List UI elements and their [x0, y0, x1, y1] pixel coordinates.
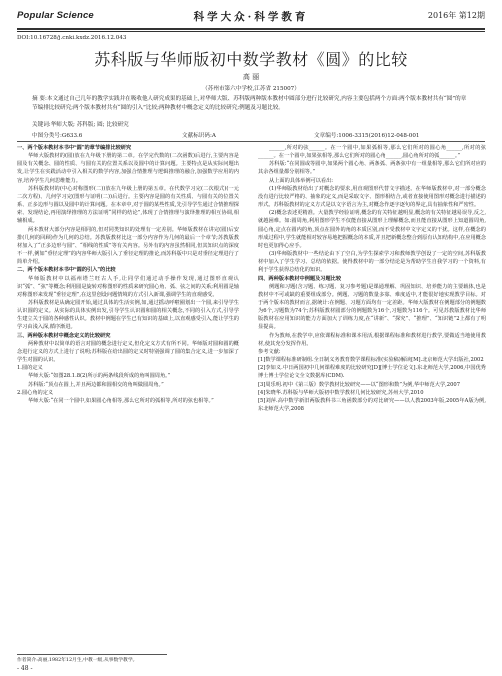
paragraph: 例题和习题(含习题、练习题、复习参考题)是课通理解、巩固知识、培养能力的主要载体,也是教材中不可或缺的重要组成部分。例题、习题的数量多寡、难度适中,才能很好地实现教学目标。对于两个版本的教材而言,据统计:在例题、习题方面均有一定差距。华师大版教材在例题部分的例题数为6个,习题数为74个;苏科版教材圆部分的例题数为16个,习题数为116个。可见苏教版教材比华师版教材在应用知识的能力方面加大了训练力度,在“讲新”、“探究”、“推理”、“知识链”2上都有了明显提高。 [258, 283, 486, 331]
paragraph: 华师大版:“在同一个圆中,如果圆心角相等,那么它所对的弧相等,所对的弦也相等。” [28, 397, 214, 404]
paragraph: 两本教材大部分内容是相同的,但对同类知识的处理有一定差别。华师版教材在讲完(圆)后安排(几何的回顾)作为几何的总结。苏教版教材比这一部分内容作为几何的最后一个章节;苏教版教材加入了“正多边形与圆”、“相线的性质”等有关内容。另外有的内容虽然相同,但其知识点的深度不一样,例如“垂径定理”的内容华师大版引入了垂径定理的推论,而苏科版中只是对垂径定理进行了简单介绍。 [17, 226, 239, 266]
paragraph: 华师版教材中以福州塔兰旺古人手,让同学们通过动手操作发现,通过图形直观认识“弧”、“弦”等概念;利用圆是旋转对称图形的性质来研究圆心角、弧、弦之间的关系;利用圆是轴对称图形来发现“垂径定理”,在这里创设问题情境的方式引入新课,强调学生的直观感受。 [17, 275, 239, 298]
author-footnote: 作者简介:高丽,1982年12月生,中教一级,从事数学教学。 [17, 654, 167, 663]
paragraph: 两种教材中以简单的语言对圆的概念进行定义,但化定义方式有所不同。华师版对圆和圆的概念进行定义的方式上进行了说明;苏科版在给出圆的定义时特别强调了圆的集合定义,进一步加深了学生对圆的认识。 [17, 340, 239, 364]
paragraph: 从上面的具体举例可以看出: [269, 177, 333, 184]
issue-label: 2016年 第12期 [427, 11, 485, 20]
running-header [17, 10, 485, 26]
paragraph: 华师大版:“如图28.1.8(2)所示的两条线段所成的角叫圆周角。” [28, 373, 171, 380]
document-code: 文献标识码:A [182, 133, 216, 139]
paragraph: (2)概念表述更精准。大量教学经验证明,概念的有关特征越明显,概念的有关特征越易误导,反之,就越困难。如:圆周角,利用图形学生不仅能直接从图形上理解概念,而且能直接从图形上知道圆周角,圆心角,定点在圆内的角,顶点在圆外的角的本质区别,而不受教材中文字定义的干扰。这样,在概念的形成过程中,学生就能相对较容易地把握概念的本质,并且把新概念整合到原有认知结构中,在应用概念时也更加得心应手。 [258, 210, 487, 249]
abstract: 摘 要:本文通过自己几年的教学实践并在吸收他人研究成果的基础上,对华师大版、苏科版两种版本教材中圆部分进行比较研究,内容主要包括两个方面:两个版本教材共有“圆”的章节编排比较研究;两个版本教材共有“圆的引入”比较;两种教材中概念定义的比较研究;例题及习题比较。 [32, 96, 467, 111]
paragraph: ______,所对的弦______。在一个圆中,如果弧相等,那么它们所对的圆心角______,所对的弦______。在一个圆中,如果弦相等,那么它们所对的圆心角______,圆心角所对的弧______。” [258, 145, 486, 160]
section-heading: 二、两个版本教材本书中“圆的引入”的比较 [17, 267, 116, 274]
paragraph: 参考文献: [258, 348, 281, 355]
journal-name-en: Popular Science [17, 10, 94, 21]
section-rule [17, 141, 485, 142]
paragraph: [3]周乐明.初中《第三版》数学教材比较研究——以“图形和数”为例,华中师范大学,2007 [258, 381, 460, 388]
paragraph: [2]李如义.中日两国初中几何课程难度的比较研究[D][博士学位论文].东北师范大学,2006,中国优秀博士博士学位论文全文数据库(CDM). [258, 365, 486, 380]
header-rule [17, 28, 485, 30]
paragraph: 苏科版教材的(中心对称图形(二))放在九年级上册的第五章。在代数学习完(二次根式)(一元二次方程)、几何学习完(图形与证明(二))后进行。主要内容是圆的有关性质、与圆有关的位置关系、正多边形与圆以及圆中的计算问题。在本章中,对于圆的某些性质,先引导学生通过合情推理探索、发现结论,再用演绎推理的方法证明“同样的结论”,体现了合情推理与演绎推理的相互协调,相辅相成。 [17, 185, 239, 225]
paragraph: [1]数学课程标准研制组.全日制义务教育数学课程标准(实验稿)解读[M].北京师范大学出版社,2002 [258, 357, 484, 364]
keywords: 关键词:华师大版; 苏科版; 圆; 比较研究 [32, 122, 129, 128]
paper-title: 苏科版与华师版初中数学教材《圆》的比较 [94, 52, 408, 69]
paragraph: (1)华师版教材给出了对概念的要求,用直观图形代替文字描述。在华师版教材中,对一部分概念没有进行比较严格的、抽象的定义,而是采取文字、图形相结合,或者直接使用图形对概念进行描述的形式。苏科版教材的定义方式是以文字语言为主,对概念作逐字逐句的界定,具有抽象性和严密性。 [258, 185, 486, 209]
paragraph: 苏科版:“顶点在圆上,并且两边都和圆相交的角叫做圆周角。” [28, 381, 164, 388]
journal-name-cn: 科学大众·科学教育 [193, 11, 309, 23]
paragraph: [4]朱晓华.苏科版与华师大版初中数学教材几何比较研究,苏州大学,2010 [258, 389, 424, 396]
section-heading: 四、两种版本教材中例题及习题比较 [258, 275, 342, 282]
paragraph: 1.圆的定义 [17, 365, 43, 372]
section-heading: 三、两种版本教材中概念定义的比较研究 [17, 332, 111, 339]
paragraph: (3)华师版教材中一些结论由下了空白,为学生探索学习和教师教学创设了一定的空间,苏科版教材中加入了学生学习、总结的依据。使得教材中的一部分结论是为帮助学生自我学习的一个资料,有利于学生获得总结化的知识。 [258, 251, 486, 274]
paragraph: 苏科版:“在同圆或等圆中,如果两个圆心角、两条弧、两条弦中有一组量相等,那么它们所对应的其余各组量都分别相等。” [258, 161, 486, 176]
page-number: - 48 - [17, 665, 33, 672]
header-rule-thin [17, 31, 485, 32]
article-number: 文章编号:1006-3315(2016)12-048-001 [314, 133, 420, 139]
author: 高 丽 [242, 73, 260, 81]
clc-number: 中图分类号:G633.6 [32, 133, 83, 139]
paragraph: 苏科版教材是从确定圆开始,通过具体的生活实例,如,通过摇动呼啦圈划出一个圆,来引导学生认识圆的定义。从实际的具体实例出发,引导学生认识圆和圆的相关概念,不同的引入方式,引导学生建立关于圆的各种感性认识。教材中例题在学生已有知识的基础上,以直观感受引入,能让学生的学习由浅入深,循序渐进。 [17, 299, 239, 331]
paragraph: [5]刘萍.高中数学新旧两版教科书三角函数部分的对比研究——以人教2003年版,2005年A版为例,东北师范大学,2008 [258, 397, 486, 412]
paragraph: 2.圆心角的定义 [17, 389, 54, 396]
right-column [258, 144, 486, 413]
left-column [17, 144, 239, 405]
doi: DOI:10.16728/j.cnki.kxdz.2016.12.043 [17, 35, 127, 41]
section-heading: 一、两个版本教材本书中“圆”的章节编排比较研究 [17, 145, 132, 151]
affiliation: （苏州市第六中学校,江苏省 215007） [202, 86, 300, 92]
classification-line [32, 131, 470, 139]
paragraph: 作为教师,在教学中,应依课程标准和课本用活,根据课程标准和教材进行教学,要做适当地使用教材,使其充分发挥作用。 [258, 332, 486, 347]
paragraph: 华师大版教材的(圆)放在九年级下册的第二章。在学完代数的(二次函数)后进行,主要内容是圆及有关概念、圆的性质、与圆有关的位置关系以及圆中的计算问题。主要特点是从实际问题出发,让学生在实践活动中引入相关的数学内容,加强合情推理与逻辑推理的融合,加强数学应用的内容,培养学生几何思维能力。 [17, 153, 239, 184]
